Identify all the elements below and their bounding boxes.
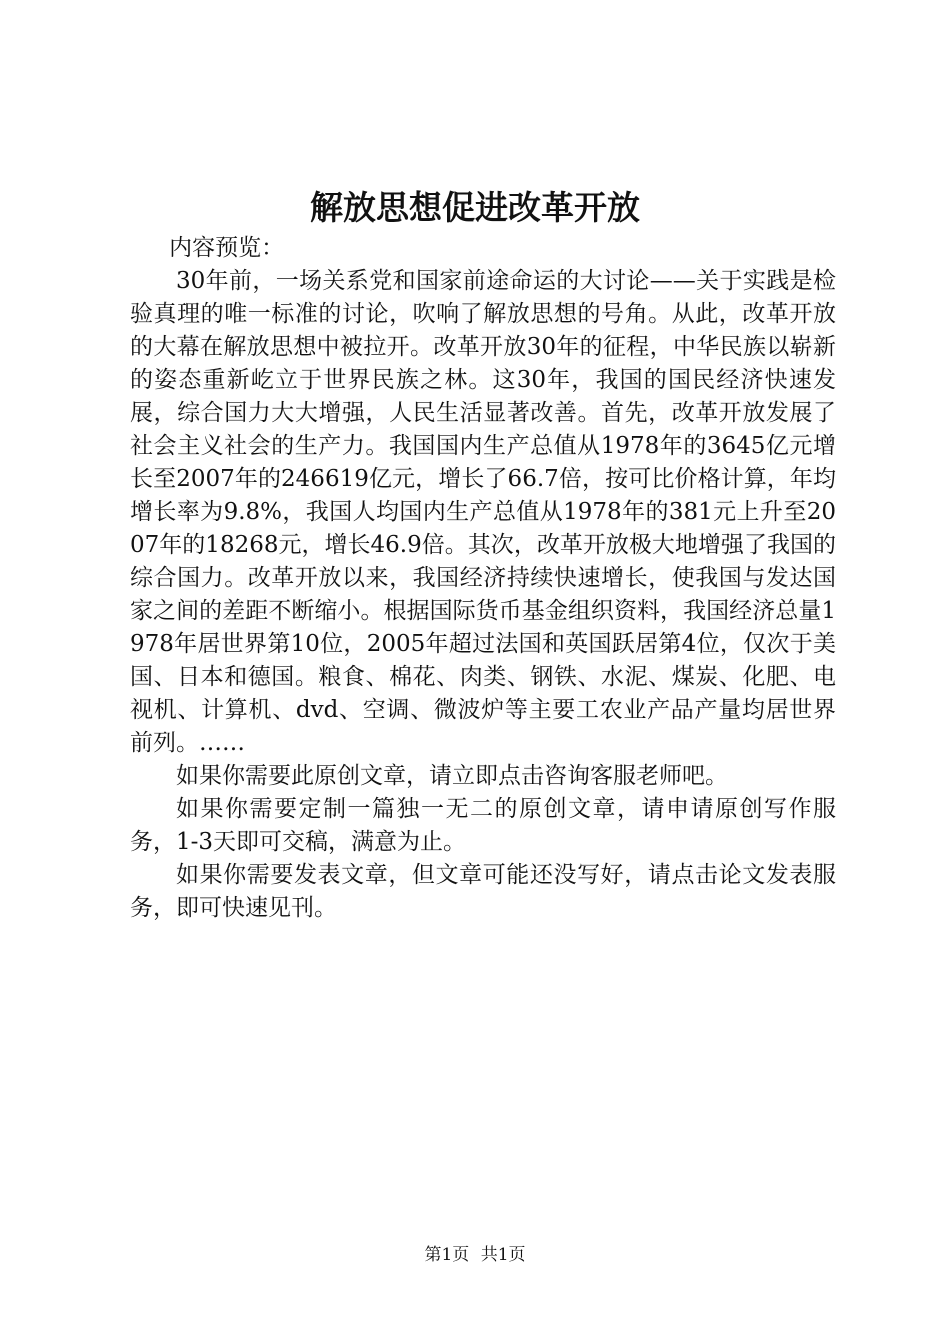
body-paragraph-main: 30年前，一场关系党和国家前途命运的大讨论——关于实践是检验真理的唯一标准的讨论，吹响了解放思想的号角。从此，改革开放的大幕在解放思想中被拉开。改革开放30年的征程，中华民族以崭新的姿态重新屹立于世界民族之林。这30年，我国的国民经济快速发展，综合国力大大增强，人民生活显著改善。首先，改革开放发展了社会主义社会的生产力。我国国内生产总值从1978年的3645亿元增长至2007年的246619亿元，增长了66.7倍，按可比价格计算，年均增长率为9.8%，我国人均国内生产总值从1978年的381元上升至2007年的18268元，增长46.9倍。其次，改革开放极大地增强了我国的综合国力。改革开放以来，我国经济持续快速增长，使我国与发达国家之间的差距不断缩小。根据国际货币基金组织资料，我国经济总量1978年居世界第10位，2005年超过法国和英国跃居第4位，仅次于美国、日本和德国。粮食、棉花、肉类、钢铁、水泥、煤炭、化肥、电视机、计算机、dvd、空调、微波炉等主要工农业产品产量均居世界前列。……: [130, 268, 836, 756]
page-number-total: 共1页: [480, 1245, 526, 1265]
page-title: 解放思想促进改革开放: [310, 188, 640, 227]
page-footer: [0, 1244, 950, 1266]
publish-service-paragraph: 如果你需要发表文章，但文章可能还没写好，请点击论文发表服务，即可快速见刊。: [130, 862, 836, 921]
custom-writing-paragraph: 如果你需要定制一篇独一无二的原创文章，请申请原创写作服务，1-3天即可交稿，满意为止。: [130, 796, 836, 855]
preview-label: 内容预览：: [169, 235, 285, 261]
page-number-current: 第1页: [424, 1245, 470, 1265]
consult-service-paragraph: 如果你需要此原创文章，请立即点击咨询客服老师吧。: [176, 763, 728, 789]
document-body: [130, 232, 836, 925]
